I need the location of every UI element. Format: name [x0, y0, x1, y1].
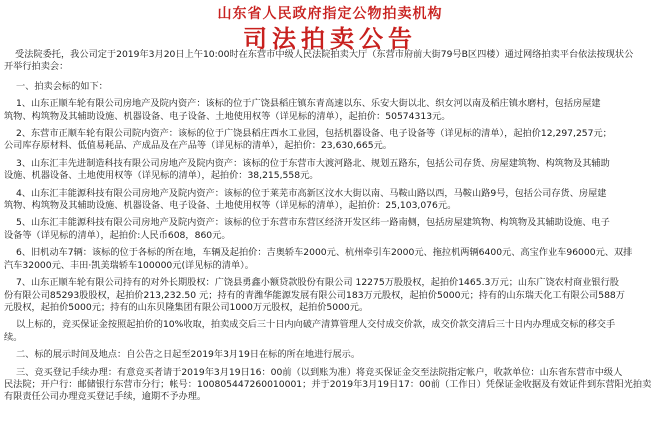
item-line: 汽车32000元、丰田·凯美瑞轿车100000元(详见标的清单）。 — [4, 259, 254, 271]
item-line: 筑物、构筑物及其辅助设施、机器设备、电子设备、土地使用权等（详见标的清单），起拍价：25,103,076元。 — [4, 200, 457, 212]
registration-line: 有限责任公司办理竞买登记手续，逾期不予办理。 — [4, 391, 207, 403]
intro-line: 受法院委托，我公司定于2019年3月20日上午10:00时在东营市中级人民法院拍卖大厅（东营市府前大街79号B区四楼）通过网络拍卖平台依法按现状公 — [15, 49, 634, 60]
organization-name: 山东省人民政府指定公物拍卖机构 — [217, 6, 443, 22]
notice-title: 司法拍卖公告 — [243, 25, 417, 53]
item-line: 1、山东正顺车轮有限公司房地产及院内资产：该标的位于广饶县稻庄镇东青高速以东、乐安大街以北、织女河以南及稻庄镇水磨村，包括房屋建 — [15, 98, 601, 110]
item-line: 7、山东正顺车轮有限公司持有的对外长期股权：广饶县勇鑫小额贷款股份有限公司 12275万股股权，起拍价1465.3万元；山东广饶农村商业银行股 — [15, 277, 619, 289]
auction-item-6 — [4, 247, 656, 272]
item-line: 4、山东汇丰能源科技有限公司房地产及院内资产：该标的位于莱芜市高新区汶水大街以南、马鞍山路以西，马鞍山路9号，包括公司存货、房屋建 — [15, 187, 607, 199]
section-1-title: 一、拍卖会标的如下： — [15, 80, 108, 92]
registration-line: 民法院；开户行：邮储银行东营市分行；帐号：100805447260010001；并于2019年3月19日17：00前（工作日）凭保证金收据及有效证件到东营阳光拍卖 — [4, 378, 652, 390]
item-line: 2、东营市正顺车轮有限公司院内资产：该标的位于广饶县稻庄西水工业园，包括机器设备、电子设备等（详见标的清单），起拍价12,297,257元； — [15, 128, 612, 140]
intro-line: 开举行拍卖会： — [4, 61, 69, 73]
item-line: 3、山东汇丰先进制造科技有限公司房地产及院内资产：该标的位于东营市大渡河路北、规划五路东，包括公司存货、房屋建筑物、构筑物及其辅助 — [15, 157, 610, 169]
item-line: 5、山东汇丰能源科技有限公司房地产及院内资产：该标的位于东营市东营区经济开发区纬一路南侧，包括房屋建筑物、构筑物及其辅助设施、电子 — [15, 217, 610, 229]
item-line: 公司库存原材料、低值易耗品、产成品及在产品等（详见标的清单），起拍价：23,630,665元。 — [4, 140, 392, 152]
auction-item-7 — [4, 277, 656, 314]
item-line: 份有限公司85293股股权，起拍价213,232.50 元；持有的青潍华能源发展有限公司183万元股权，起拍价5000元；持有的山东瑞天化工有限公司588万 — [4, 289, 625, 301]
item-line: 元股权，起拍价5000元；持有的山东贝隆集团有限公司1000万元股权，起拍价5000元。 — [4, 301, 369, 313]
auction-item-2 — [4, 128, 656, 153]
notice-body — [4, 49, 656, 404]
registration-line: 三、竞买登记手续办理：有意竞买者请于2019年3月19日16：00前（以到账为准）将竞买保证金交至法院指定帐户，收款单位：山东省东营市中级人 — [15, 366, 623, 378]
section-3-registration — [4, 367, 656, 404]
item-line: 设备等（详见标的清单），起拍价:人民币608，860元。 — [4, 229, 231, 241]
deposit-note — [4, 319, 656, 344]
item-line: 筑物、构筑物及其辅助设施、机器设备、电子设备、土地使用权等（详见标的清单），起拍价：50574313元。 — [4, 110, 451, 122]
auction-item-3 — [4, 158, 656, 183]
item-line: 6、旧机动车7辆：该标的位于各标的所在地，车辆及起拍价：吉奥轿车2000元、杭州牵引车2000元、拖拉机两辆6400元、高宝作业车96000元、双排 — [15, 247, 633, 259]
deposit-line: 以上标的，竞买保证金按照起拍价的10%收取，拍卖成交后三十日内向破产清算管理人交付成交价款，成交价款交清后三十日内办理成交标的移交手 — [15, 319, 616, 331]
deposit-line: 续。 — [4, 331, 23, 343]
auction-item-5 — [4, 217, 656, 242]
auction-item-1 — [4, 98, 656, 123]
auction-item-4 — [4, 188, 656, 213]
section-2-exhibition: 二、标的展示时间及地点：自公告之日起至2019年3月19日在标的所在地进行展示。 — [15, 349, 361, 361]
item-line: 设施、机器设备、土地使用权等（详见标的清单），起拍价：38,215,558元。 — [4, 170, 319, 182]
